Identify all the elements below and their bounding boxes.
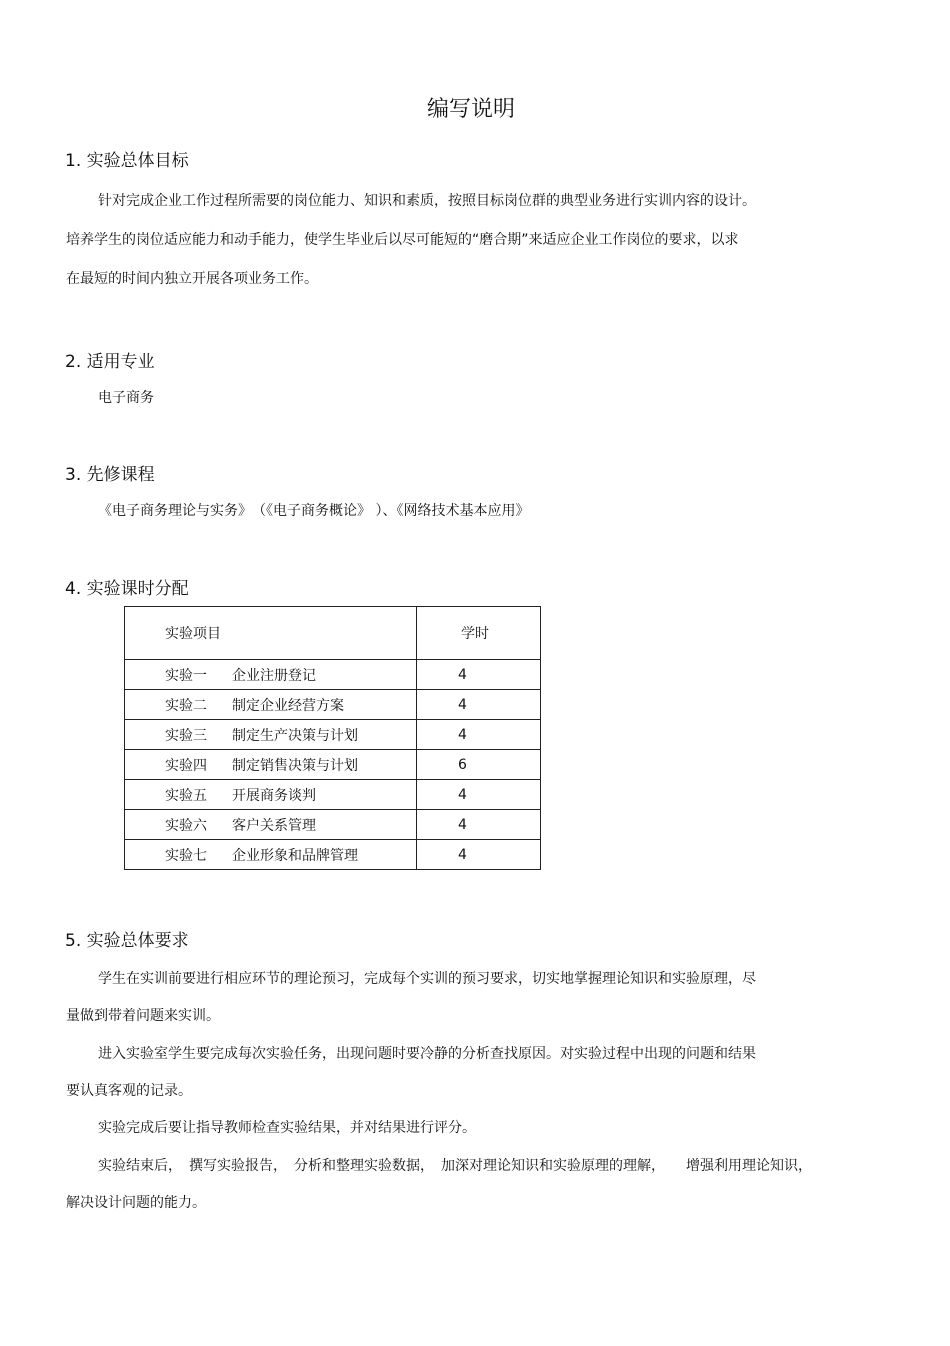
table-row: [125, 690, 541, 720]
hours-table: [124, 606, 541, 870]
row-number: 实验七: [165, 847, 207, 864]
section-4-heading: 4. 实验课时分配: [65, 579, 189, 599]
row-name: 制定企业经营方案: [232, 697, 344, 714]
table-row: [125, 810, 541, 840]
table-row: [125, 660, 541, 690]
section-1-line-1: 针对完成企业工作过程所需要的岗位能力、知识和素质，按照目标岗位群的典型业务进行实训内容的设计。: [98, 193, 756, 209]
row-name: 制定生产决策与计划: [232, 727, 358, 744]
row-number: 实验五: [165, 787, 207, 804]
section-5-line-6: 实验结束后， 撰写实验报告， 分析和整理实验数据， 加深对理论知识和实验原理的理解， 增强利用理论知识，: [98, 1158, 812, 1174]
row-number: 实验二: [165, 697, 207, 714]
section-5-heading: 5. 实验总体要求: [65, 931, 189, 951]
section-5-line-5: 实验完成后要让指导教师检查实验结果，并对结果进行评分。: [98, 1120, 476, 1136]
section-5-line-4: 要认真客观的记录。: [66, 1083, 192, 1099]
row-name: 企业注册登记: [232, 667, 316, 684]
page-title: 编写说明: [426, 97, 515, 122]
section-3-heading: 3. 先修课程: [65, 465, 155, 485]
section-1-heading: 1. 实验总体目标: [65, 151, 189, 171]
section-3-text: 《电子商务理论与实务》 （《电子商务概论》 ）、《网络技术基本应用》: [98, 503, 530, 519]
section-5-line-2: 量做到带着问题来实训。: [66, 1008, 220, 1024]
table-row: [125, 780, 541, 810]
section-5-line-3: 进入实验室学生要完成每次实验任务，出现问题时要冷静的分析查找原因。对实验过程中出现的问题和结果: [98, 1046, 756, 1062]
row-hours: 4: [417, 690, 541, 720]
table-row: [125, 720, 541, 750]
row-hours: 6: [417, 750, 541, 780]
row-name: 制定销售决策与计划: [232, 757, 358, 774]
section-1-line-2: 培养学生的岗位适应能力和动手能力，使学生毕业后以尽可能短的“磨合期”来适应企业工作岗位的要求，以求: [66, 232, 739, 248]
section-2-heading: 2. 适用专业: [65, 352, 155, 372]
row-number: 实验三: [165, 727, 207, 744]
section-1-line-3: 在最短的时间内独立开展各项业务工作。: [66, 271, 318, 287]
row-number: 实验一: [165, 667, 207, 684]
row-hours: 4: [417, 720, 541, 750]
header-hours: 学时: [417, 607, 541, 660]
table-row: [125, 840, 541, 870]
row-hours: 4: [417, 810, 541, 840]
section-2-text: 电子商务: [98, 390, 154, 406]
table-header-row: [125, 607, 541, 660]
row-hours: 4: [417, 780, 541, 810]
row-name: 企业形象和品牌管理: [232, 847, 358, 864]
row-hours: 4: [417, 660, 541, 690]
row-name: 客户关系管理: [232, 817, 316, 834]
section-5-line-1: 学生在实训前要进行相应环节的理论预习，完成每个实训的预习要求，切实地掌握理论知识和实验原理，尽: [98, 971, 756, 987]
row-number: 实验六: [165, 817, 207, 834]
row-hours: 4: [417, 840, 541, 870]
section-5-line-7: 解决设计问题的能力。: [66, 1195, 206, 1211]
table-row: [125, 750, 541, 780]
row-number: 实验四: [165, 757, 207, 774]
row-name: 开展商务谈判: [232, 787, 316, 804]
header-project: 实验项目: [125, 607, 417, 660]
